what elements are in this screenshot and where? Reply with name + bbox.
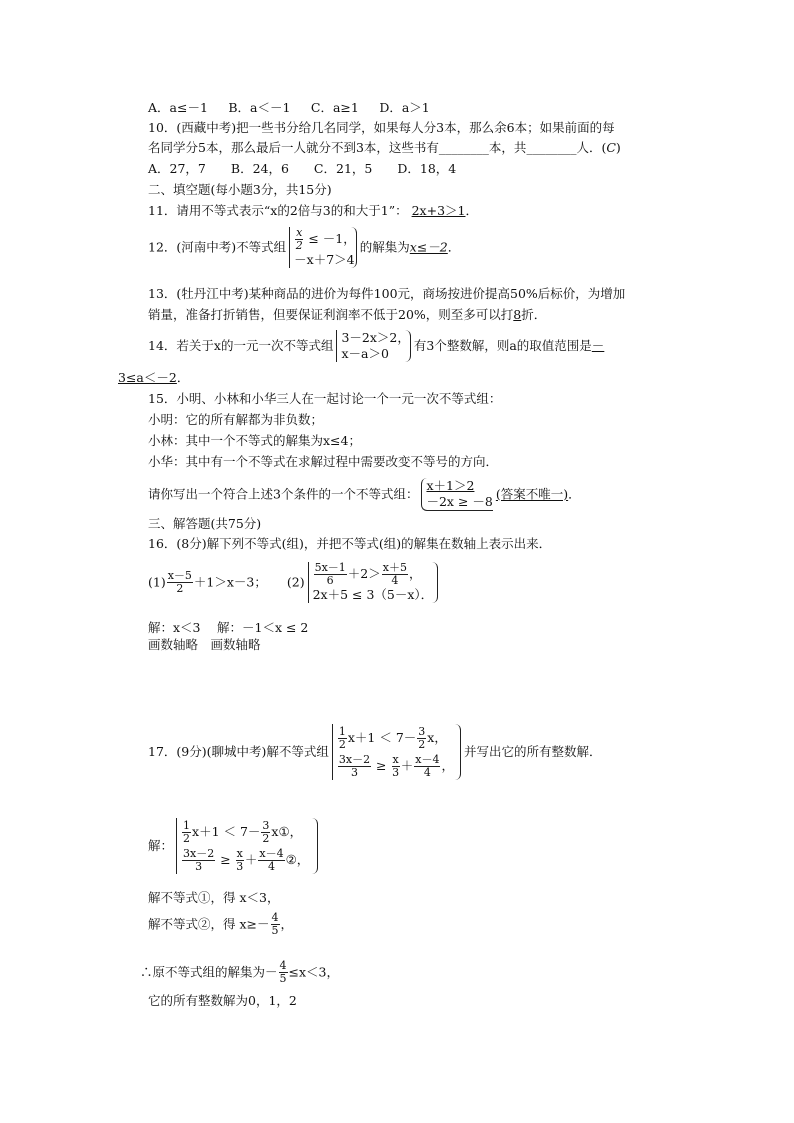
q14-line2 xyxy=(118,370,189,386)
q17-sol-r2-end: ②， xyxy=(285,852,310,867)
q14-row2: x－a＞0 xyxy=(341,346,389,361)
q12-r1-num: x xyxy=(296,226,303,239)
q9-option-d: D．a＞1 xyxy=(379,100,430,115)
q10-line1: 10．(西藏中考)把一些书分给几名同学，如果每人分3本，那么余6本；如果前面的每 xyxy=(148,120,615,135)
q16-p2-r1-den2: 4 xyxy=(391,574,399,587)
q9-option-a: A．a≤－1 xyxy=(148,100,208,115)
q13-line2 xyxy=(148,307,546,323)
q17-sol-r1-frac1-den: 2 xyxy=(183,832,191,845)
q17-sol-r2-frac1-den: 3 xyxy=(195,860,203,873)
q17-r2-end: ， xyxy=(441,758,454,773)
q16-p2-r1-num1: 5x－1 xyxy=(314,561,346,574)
q14 xyxy=(148,330,604,362)
q15-row1: x＋1＞2 xyxy=(426,478,475,493)
q17-sol-row2 xyxy=(181,846,309,874)
q16-p2-row2: 2x＋5 ≤ 3（5－x）． xyxy=(312,587,434,602)
q17-step1: 解不等式①，得 x＜3， xyxy=(148,890,280,905)
q9-option-b: B．a＜－1 xyxy=(228,100,291,115)
q10-blank1: ________ xyxy=(438,140,489,155)
q17-r2-frac1-den: 3 xyxy=(350,766,358,779)
q16-sol1: 解：x＜3 xyxy=(148,620,201,635)
q16-p2-r1-end: ， xyxy=(408,566,422,581)
q13-end: 折． xyxy=(521,307,547,322)
q17-row2 xyxy=(337,752,454,780)
q12-row2: －x＋7＞4 xyxy=(294,252,355,267)
q14-answer-part2: 3≤a＜－2 xyxy=(118,370,177,385)
q16-p2-label: (2) xyxy=(286,574,305,590)
q17-suffix: 并写出它的所有整数解． xyxy=(463,744,602,759)
q16-p1-num: x－5 xyxy=(167,569,192,582)
q15-end: ． xyxy=(568,486,581,502)
q12-prefix: 12．(河南中考)不等式组 xyxy=(148,239,287,255)
q17-sol-r2-plus: ＋ xyxy=(244,852,258,867)
q17-r1-frac1-num: 1 xyxy=(338,725,346,738)
q17-step4: 它的所有整数解为0，1，2 xyxy=(148,993,297,1008)
q17-sol-r1-frac2-num: 3 xyxy=(262,819,270,832)
q16-stem: 16．(8分)解下列不等式(组)，并把不等式(组)的解集在数轴上表示出来． xyxy=(148,536,552,551)
q17-step2 xyxy=(148,912,293,937)
q10-text-d: ) xyxy=(615,140,621,155)
q17-r2-plus: ＋ xyxy=(400,758,414,773)
q16-p2-system xyxy=(308,562,439,603)
q16-axis2: 画数轴略 xyxy=(210,637,261,652)
q17-step3 xyxy=(140,960,339,985)
q15-statement-1: 小明：它的所有解都为非负数； xyxy=(148,412,324,427)
q12-row1 xyxy=(294,227,356,252)
q12-answer: x≤－2 xyxy=(409,239,448,255)
q16-p1-den: 2 xyxy=(176,582,184,595)
q17-r2-mid: ≥ xyxy=(372,758,391,773)
q17-sol-r2-frac2-num: x xyxy=(236,847,243,860)
q10-options: A．27，7 B．24，6 C．21，5 D．18，4 xyxy=(148,161,457,176)
q17-step3-pre: ∴原不等式组的解集为－ xyxy=(140,964,278,980)
q14-system xyxy=(336,330,410,362)
q12 xyxy=(148,227,460,268)
q17-step3-end: ≤x＜3， xyxy=(288,964,339,980)
q17-row1 xyxy=(337,724,454,752)
q16-solutions xyxy=(148,620,308,636)
q17-sol-r2-mid: ≥ xyxy=(216,852,235,867)
q15-system xyxy=(421,478,492,511)
q15-ask: 请你写出一个符合上述3个条件的一个不等式组： xyxy=(148,486,419,502)
q17-sol-label: 解： xyxy=(148,838,174,853)
q14-prefix: 14．若关于x的一元一次不等式组 xyxy=(148,338,334,353)
q10-text-a: 名同学分5本，那么最后一人就分不到3本，这些书有 xyxy=(148,140,439,155)
q17-sol-r1-frac2-den: 2 xyxy=(262,832,270,845)
q17-sol-r1-mid: x＋1 ＜ 7－ xyxy=(192,824,261,839)
section-3-title: 三、解答题(共75分) xyxy=(148,516,262,531)
q17-step2-end: ， xyxy=(280,916,294,932)
q16-p1-label: (1) xyxy=(148,574,166,590)
q17-r1-frac2-num: 3 xyxy=(418,725,426,738)
q15-row2: －2x ≥ －8 xyxy=(426,494,493,509)
q16-p2-r1-mid: ＋2＞ xyxy=(347,566,381,581)
q17-step2-pre: 解不等式②，得 x≥－ xyxy=(148,916,270,932)
q12-r1-rest: ≤ －1， xyxy=(304,231,356,246)
q11-text: 11．请用不等式表示“x的2倍与3的和大于1”： xyxy=(148,203,408,218)
q16-axis1: 画数轴略 xyxy=(148,637,199,652)
q17-step2-num: 4 xyxy=(271,911,279,924)
q12-end: ． xyxy=(447,239,461,255)
q17-step3-num: 4 xyxy=(279,959,287,972)
q11-answer: 2x+3＞1 xyxy=(411,203,466,218)
q16-p2-r1-den1: 6 xyxy=(326,574,334,587)
q10-blank2: ________ xyxy=(526,140,577,155)
q16-axes xyxy=(148,637,261,653)
q12-system xyxy=(289,227,357,268)
q13-line1: 13．(牡丹江中考)某种商品的进价为每件100元，商场按进价提高50%后标价，为增加 xyxy=(148,286,626,301)
q17-sol-system xyxy=(176,818,318,874)
q10-line2 xyxy=(148,140,621,156)
q15-note: (答案不唯一) xyxy=(495,486,569,502)
q17-r2-frac1-num: 3x－2 xyxy=(338,753,371,766)
q10-text-c: 人．( xyxy=(576,140,607,155)
q15-statement-2: 小林：其中一个不等式的解集为x≤4； xyxy=(148,433,361,448)
q17-r1-frac1-den: 2 xyxy=(338,738,346,751)
q17-sol-r2-frac3-den: 4 xyxy=(267,860,275,873)
q12-suffix: 的解集为 xyxy=(359,239,410,255)
q17-sol-row1 xyxy=(181,818,309,846)
q12-r1-den: 2 xyxy=(295,239,303,252)
q17-system xyxy=(332,724,461,780)
q13-text: 销量，准备打折销售，但要保证利润率不低于20%，则至多可以打 xyxy=(148,307,514,322)
q16-p2-r1-num2: x＋5 xyxy=(382,561,407,574)
q14-row1: 3－2x＞2， xyxy=(341,330,410,345)
q17-sol-r2-frac1-num: 3x－2 xyxy=(183,847,215,860)
q15-answer-line xyxy=(148,478,581,511)
q17-sol-r1-end: x①， xyxy=(271,824,303,839)
q16-p2-row1 xyxy=(313,562,434,587)
q17-r2-frac2-num: x xyxy=(392,753,399,766)
q17-r2-frac2-den: 3 xyxy=(392,766,400,779)
q17-step2-den: 5 xyxy=(271,924,279,937)
q16-p1-rest: ＋1＞x－3； xyxy=(193,574,267,590)
q17-r1-frac2-den: 2 xyxy=(418,738,426,751)
q17-sol-r1-frac1-num: 1 xyxy=(183,819,191,832)
q14-suffix: 有3个整数解，则a的取值范围是 xyxy=(413,338,592,353)
q17-sol-r2-frac3-num: x－4 xyxy=(259,847,284,860)
q17-sol-r2-frac2-den: 3 xyxy=(236,860,244,873)
q17 xyxy=(148,724,601,780)
q9-option-c: C．a≥1 xyxy=(310,100,359,115)
q11 xyxy=(148,203,478,219)
q17-step3-den: 5 xyxy=(279,972,287,985)
q17-r2-frac3-num: x－4 xyxy=(415,753,440,766)
q16-parts xyxy=(148,562,441,603)
q17-solution-system xyxy=(148,818,321,874)
q9-options xyxy=(148,100,430,116)
q16-sol2: 解：－1＜x ≤ 2 xyxy=(217,620,309,635)
q15-statement-3: 小华：其中有一个不等式在求解过程中需要改变不等号的方向． xyxy=(148,454,499,469)
q17-r2-frac3-den: 4 xyxy=(423,766,431,779)
q17-r1-end: x， xyxy=(427,730,447,745)
section-2-title: 二、填空题(每小题3分，共15分) xyxy=(148,182,332,197)
q13-answer: 8 xyxy=(513,307,522,322)
q17-r1-mid: x＋1 ＜ 7－ xyxy=(347,730,417,745)
q10-text-b: 本，共 xyxy=(488,140,527,155)
q17-prefix: 17．(9分)(聊城中考)解不等式组 xyxy=(148,744,329,759)
q14-end: ． xyxy=(176,370,190,385)
q10-answer: C xyxy=(606,140,616,155)
q11-end: ． xyxy=(465,203,478,218)
q14-answer-part1: － xyxy=(591,338,605,353)
q15-stem: 15．小明、小林和小华三人在一起讨论一个一元一次不等式组： xyxy=(148,391,502,406)
